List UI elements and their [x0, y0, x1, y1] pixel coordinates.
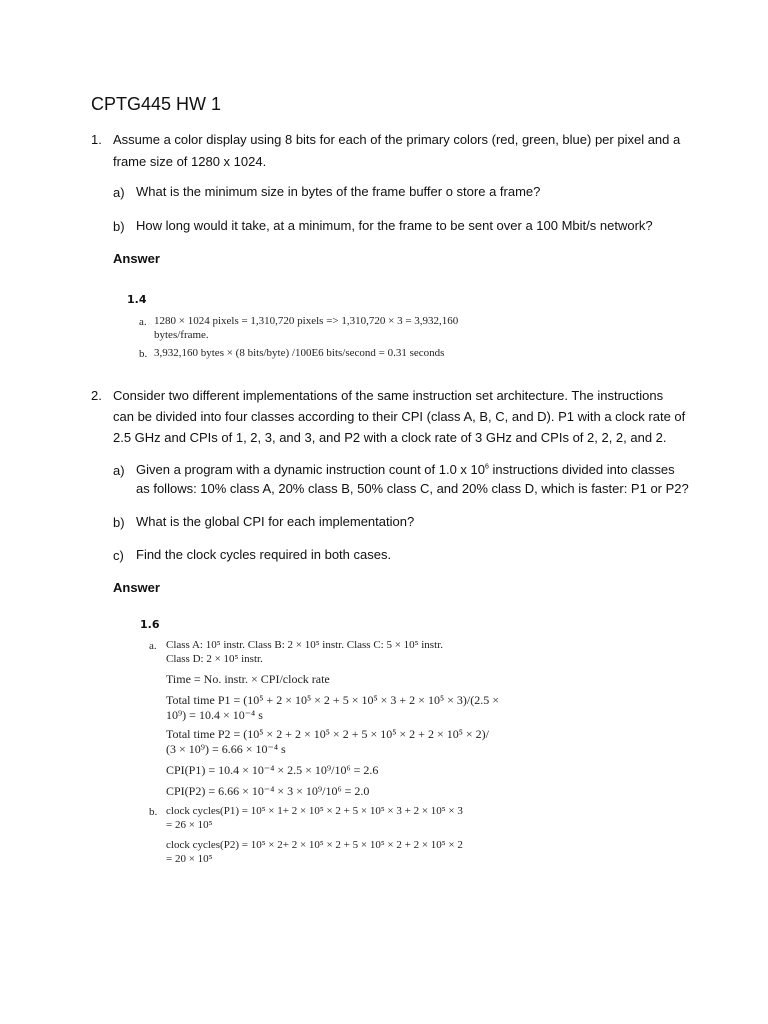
question-1a-label: a) [113, 185, 125, 200]
solution-total-time-p2-line-2: (3 × 10⁹) = 6.66 × 10⁻⁴ s [166, 742, 286, 756]
solution-clock-cycles-p2-line-1: clock cycles(P2) = 10⁵ × 2+ 2 × 10⁵ × 2 + 5 × 10⁵ × 2 + 2 × 10⁵ × 2 [166, 839, 463, 851]
question-1-number: 1. [91, 132, 102, 147]
question-2-number: 2. [91, 388, 102, 403]
question-2c-text: Find the clock cycles required in both cases. [136, 547, 392, 562]
question-2b-label: b) [113, 515, 125, 530]
solution-1-4a-line-1: 1280 × 1024 pixels = 1,310,720 pixels => 1,310,720 × 3 = 3,932,160 [154, 315, 459, 327]
question-2a-label: a) [113, 463, 125, 478]
question-2-text-line-1: Consider two different implementations of the same instruction set architecture. The instructions [113, 388, 664, 403]
solution-clock-cycles-p2-line-2: = 20 × 10⁵ [166, 853, 213, 865]
question-2a-text-line-1: Given a program with a dynamic instruction count of 1.0 x $10^6$ instructions divided into classes [136, 462, 675, 477]
solution-1-6a-line-2: Class D: 2 × 10⁵ instr. [166, 653, 263, 665]
solution-1-4b-label: b. [139, 348, 148, 360]
solution-1-4a-label: a. [139, 316, 147, 328]
question-1-answer-heading: Answer [113, 251, 160, 266]
solution-clock-cycles-p1-line-2: = 26 × 10⁵ [166, 819, 213, 831]
solution-1-6a-label: a. [149, 640, 157, 652]
solution-1-6-header: 1.6 [140, 618, 160, 631]
solution-cpi-p1: CPI(P1) = 10.4 × 10⁻⁴ × 2.5 × 10⁹/10⁶ = 2.6 [166, 763, 379, 777]
question-2-text-line-2: can be divided into four classes according to their CPI (class A, B, C, and D). P1 with a clock rate of [113, 409, 686, 424]
solution-total-time-p1-line-1: Total time P1 = (10⁵ + 2 × 10⁵ × 2 + 5 × 10⁵ × 3 + 2 × 10⁵ × 3)/(2.5 × [166, 693, 499, 707]
question-1-text-line-1: Assume a color display using 8 bits for each of the primary colors (red, green, blue) per pixel and a [113, 132, 681, 147]
question-1a-text: What is the minimum size in bytes of the frame buffer o store a frame? [136, 184, 541, 199]
question-2b-text: What is the global CPI for each implementation? [136, 514, 415, 529]
solution-cpi-p2: CPI(P2) = 6.66 × 10⁻⁴ × 3 × 10⁹/10⁶ = 2.0 [166, 784, 370, 798]
question-1-text-line-2: frame size of 1280 x 1024. [113, 154, 267, 169]
solution-1-4a-line-2: bytes/frame. [154, 329, 209, 341]
solution-total-time-p2-line-1: Total time P2 = (10⁵ × 2 + 2 × 10⁵ × 2 + 5 × 10⁵ × 2 + 2 × 10⁵ × 2)/ [166, 727, 489, 741]
solution-1-4-header: 1.4 [127, 293, 147, 306]
question-2a-text-line-2: as follows: 10% class A, 20% class B, 50% class C, and 20% class D, which is faster: P1 or P2? [136, 481, 689, 496]
solution-1-6b-label: b. [149, 806, 158, 818]
question-1b-label: b) [113, 219, 125, 234]
question-2c-label: c) [113, 548, 124, 563]
solution-clock-cycles-p1-line-1: clock cycles(P1) = 10⁵ × 1+ 2 × 10⁵ × 2 + 5 × 10⁵ × 3 + 2 × 10⁵ × 3 [166, 805, 463, 817]
page-title: CPTG445 HW 1 [91, 94, 222, 114]
question-1b-text: How long would it take, at a minimum, for the frame to be sent over a 100 Mbit/s network? [136, 218, 653, 233]
solution-time-formula: Time = No. instr. × CPI/clock rate [166, 672, 330, 686]
solution-1-4b-line-1: 3,932,160 bytes × (8 bits/byte) /100E6 bits/second = 0.31 seconds [154, 347, 445, 359]
solution-total-time-p1-line-2: 10⁹) = 10.4 × 10⁻⁴ s [166, 708, 263, 722]
question-2-answer-heading: Answer [113, 580, 160, 595]
question-2-text-line-3: 2.5 GHz and CPIs of 1, 2, 3, and 3, and P2 with a clock rate of 3 GHz and CPIs of 2, 2, 2, and 2. [113, 430, 667, 445]
solution-1-6a-line-1: Class A: 10⁵ instr. Class B: 2 × 10⁵ instr. Class C: 5 × 10⁵ instr. [166, 639, 443, 651]
